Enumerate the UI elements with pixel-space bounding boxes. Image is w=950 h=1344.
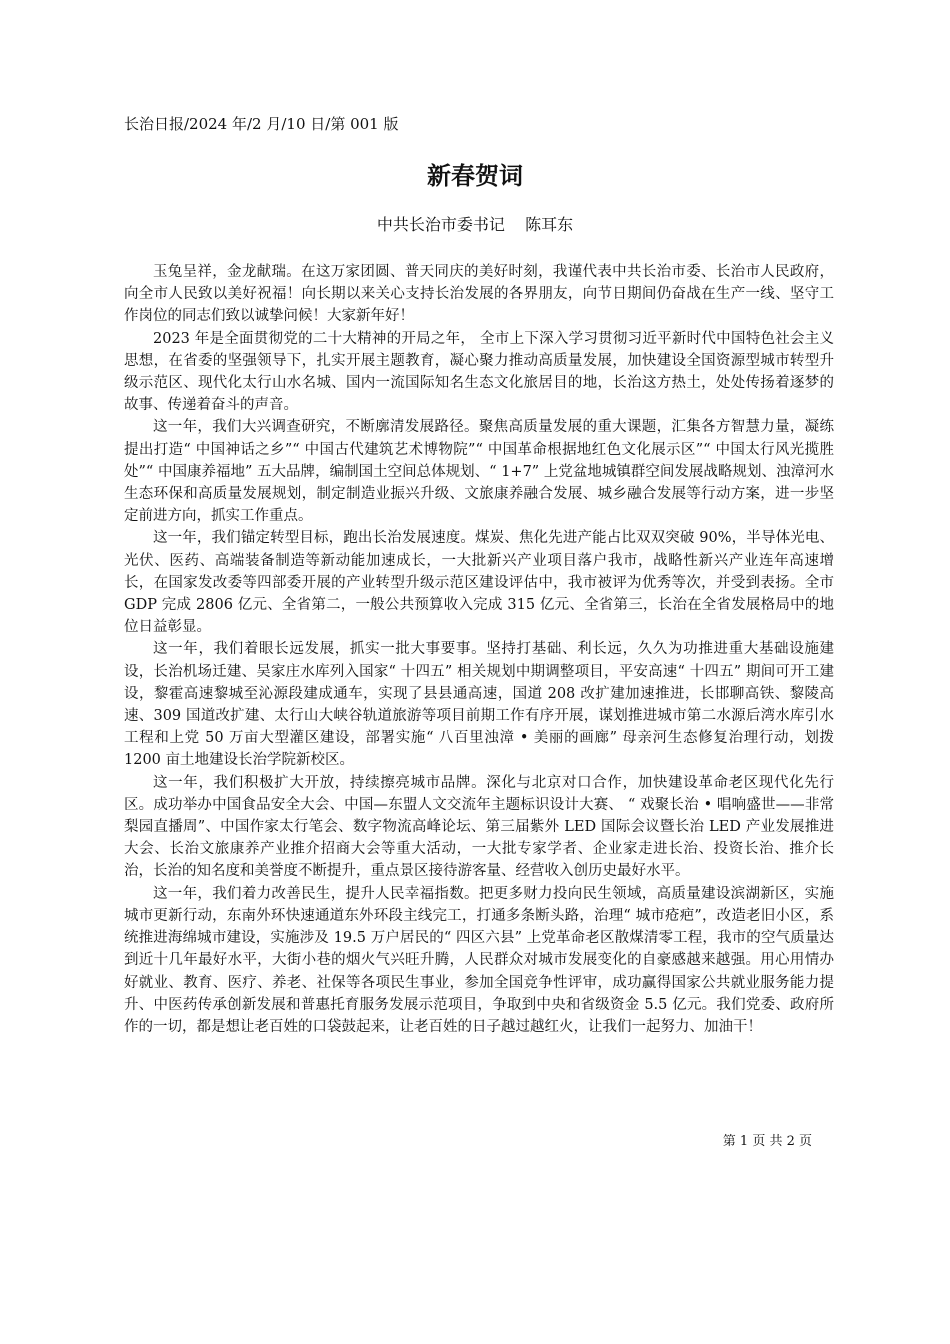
page-number-indicator: 第 1 页 共 2 页 xyxy=(722,1134,812,1149)
paragraph: 这一年，我们着力改善民生，提升人民幸福指数。把更多财力投向民生领域，高质量建设滨湖新区，实施城市更新行动，东南外环快速通道东外环段主线完工，打通多条断头路，治理“ 城市疮疤”，改造老旧小区，系统推进海绵城市建设，实施涉及 19.5 万户居民的“ 四区六县” 上党革命老区散煤清零工程，我市的空气质量达到近十几年最好水平，大街小巷的烟火气兴旺升腾，人民群众对城市发展变化的自豪感越来越强。用心用情办好就业、教育、医疗、养老、社保等各项民生事业，参加全国竞争性评审，成功赢得国家公共就业服务能力提升、中医药传承创新发展和普惠托育服务发展示范项目，争取到中央和省级资金 5.5 亿元。我们党委、政府所作的一切，都是想让老百姓的口袋鼓起来，让老百姓的日子越过越红火，让我们一起努力、加油干！ xyxy=(124,885,834,1035)
publication-source-line: 长治日报/2024 年/2 月/10 日/第 001 版 xyxy=(124,115,399,133)
article-author: 中共长治市委书记 陈耳东 xyxy=(376,215,574,234)
article-body xyxy=(124,261,834,1038)
paragraph: 这一年，我们着眼长远发展，抓实一批大事要事。坚持打基础、利长远，久久为功推进重大基础设施建设，长治机场迁建、吴家庄水库列入国家“ 十四五” 相关规划中期调整项目，平安高速“ 十四五” 期间可开工建设，黎霍高速黎城至沁源段建成通车，实现了县县通高速，国道 208 改扩建加速推进，长邯聊高铁、黎陵高速、309 国道改扩建、太行山大峡谷轨道旅游等项目前期工作有序开展，谋划推进城市第二水源后湾水库引水工程和上党 50 万亩大型灌区建设，部署实施“ 八百里浊漳 • 美丽的画廊” 母亲河生态修复治理行动，划拨 1200 亩土地建设长治学院新校区。 xyxy=(124,641,834,769)
paragraph: 玉兔呈祥，金龙献瑞。在这万家团圆、普天同庆的美好时刻，我谨代表中共长治市委、长治市人民政府，向全市人民致以美好祝福！向长期以来关心支持长治发展的各界朋友，向节日期间仍奋战在生产一线、坚守工作岗位的同志们致以诚挚问候！大家新年好！ xyxy=(124,264,834,325)
paragraph: 这一年，我们锚定转型目标，跑出长治发展速度。煤炭、焦化先进产能占比双双突破 90%，半导体光电、光伏、医药、高端装备制造等新动能加速成长，一大批新兴产业项目落户我市，战略性新兴产业连年高速增长，在国家发改委等四部委开展的产业转型升级示范区建设评估中，我市被评为优秀等次，并受到表扬。全市 GDP 完成 2806 亿元、全省第二，一般公共预算收入完成 315 亿元、全省第三，长治在全省发展格局中的地位日益彰显。 xyxy=(124,530,834,636)
paragraph: 这一年，我们大兴调查研究，不断廓清发展路径。聚焦高质量发展的重大课题，汇集各方智慧力量，凝练提出打造“ 中国神话之乡”“ 中国古代建筑艺术博物院”“ 中国革命根据地红色文化展示区”“ 中国太行风光揽胜处”“ 中国康养福地” 五大品牌，编制国土空间总体规划、“ 1+7” 上党盆地城镇群空间发展战略规划、浊漳河水生态环保和高质量发展规划，制定制造业振兴升级、文旅康养融合发展、城乡融合发展等行动方案，进一步坚定前进方向，抓实工作重点。 xyxy=(124,419,834,525)
paragraph: 这一年，我们积极扩大开放，持续擦亮城市品牌。深化与北京对口合作，加快建设革命老区现代化先行区。成功举办中国食品安全大会、中国—东盟人文交流年主题标识设计大赛、 “ 戏聚长治 • 唱响盛世——非常梨园直播周”、中国作家太行笔会、数字物流高峰论坛、第三届紫外 LED 国际会议暨长治 LED 产业发展推进大会、长治文旅康养产业推介招商大会等重大活动，一大批专家学者、企业家走进长治、投资长治、推介长治，长治的知名度和美誉度不断提升，重点景区接待游客量、经营收入创历史最好水平。 xyxy=(124,774,834,880)
article-title: 新春贺词 xyxy=(427,162,523,190)
paragraph: 2023 年是全面贯彻党的二十大精神的开局之年， 全市上下深入学习贯彻习近平新时代中国特色社会主义思想，在省委的坚强领导下，扎实开展主题教育，凝心聚力推动高质量发展，加快建设全国资源型城市转型升级示范区、现代化太行山水名城、国内一流国际知名生态文化旅居目的地，长治这方热土，处处传扬着逐梦的故事、传递着奋斗的声音。 xyxy=(124,330,834,414)
